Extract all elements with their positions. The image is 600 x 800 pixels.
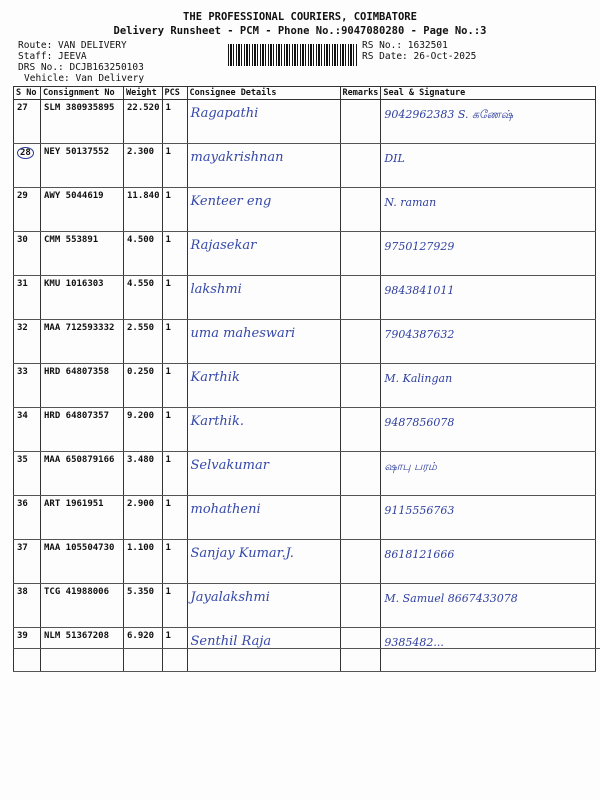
cell-sno-text: 36 xyxy=(17,499,28,509)
cell-weight-text: 2.900 xyxy=(127,499,155,509)
cell-consignment-text: MAA 712593332 xyxy=(44,323,115,333)
cell-signature xyxy=(381,276,596,320)
cell-signature-text: N. raman xyxy=(384,196,437,209)
cell-sno-text: 35 xyxy=(17,455,28,465)
cell-weight-text: 5.350 xyxy=(127,587,155,597)
cell-weight xyxy=(124,584,163,628)
cell-sno xyxy=(14,496,41,540)
cell-consignment-text: KMU 1016303 xyxy=(44,279,104,289)
cell-weight-text: 1.100 xyxy=(127,543,155,553)
cell-consignment-text: MAA 650879166 xyxy=(44,455,115,465)
cell-consignment xyxy=(41,276,124,320)
cell-consignee xyxy=(187,364,340,408)
table-header-row xyxy=(14,87,596,100)
cell-sno xyxy=(14,452,41,496)
cell-weight-text: 11.840 xyxy=(127,191,160,201)
cell-weight xyxy=(124,364,163,408)
cell-signature-text: 9843841011 xyxy=(384,284,455,297)
table-row xyxy=(14,540,596,584)
cell-pcs-text: 1 xyxy=(165,631,171,641)
cell-signature xyxy=(381,232,596,276)
cell-sno-text: 34 xyxy=(17,411,28,421)
cell-weight-text: 22.520 xyxy=(127,103,160,113)
cell-signature xyxy=(381,364,596,408)
cell-signature-text: DIL xyxy=(384,152,405,165)
cell-signature xyxy=(381,628,596,672)
cell-consignee xyxy=(187,628,340,672)
cell-sno xyxy=(14,540,41,584)
cell-sno xyxy=(14,320,41,364)
cell-pcs-text: 1 xyxy=(165,499,171,509)
cell-sno xyxy=(14,408,41,452)
cell-sno-text: 37 xyxy=(17,543,28,553)
cell-sno-text: 33 xyxy=(17,367,28,377)
cell-sno-text: 31 xyxy=(17,279,28,289)
cell-pcs-text: 1 xyxy=(165,279,171,289)
cell-sno xyxy=(14,232,41,276)
cell-consignment xyxy=(41,364,124,408)
cell-signature-text: 9385482... xyxy=(384,636,444,649)
col-consignee: Consignee Details xyxy=(187,87,340,100)
cell-consignment xyxy=(41,452,124,496)
cell-remarks xyxy=(340,628,381,672)
cell-sno-text: 27 xyxy=(17,103,28,113)
col-consignment: Consignment No xyxy=(41,87,124,100)
cell-consignment xyxy=(41,100,124,144)
cell-signature-text: 9115556763 xyxy=(384,504,455,517)
cell-weight xyxy=(124,496,163,540)
document-subtitle: Delivery Runsheet - PCM - Phone No.:9047080280 - Page No.:3 xyxy=(113,25,487,37)
cell-signature xyxy=(381,496,596,540)
cell-weight xyxy=(124,232,163,276)
cell-remarks xyxy=(340,540,381,584)
col-signature: Seal & Signature xyxy=(381,87,596,100)
cell-signature-text: M. Samuel 8667433078 xyxy=(384,592,518,605)
drs-number: DRS No.: DCJB163250103 xyxy=(18,62,144,73)
cell-consignee xyxy=(187,452,340,496)
table-row xyxy=(14,276,596,320)
cell-weight-text: 6.920 xyxy=(127,631,155,641)
cell-signature xyxy=(381,188,596,232)
cell-signature xyxy=(381,100,596,144)
cell-consignee xyxy=(187,276,340,320)
cell-weight-text: 4.550 xyxy=(127,279,155,289)
table-row xyxy=(14,144,596,188)
cell-consignment xyxy=(41,584,124,628)
cell-sno-text: 39 xyxy=(17,631,28,641)
cell-signature-text: ஷாபு பரம் xyxy=(384,460,437,473)
cell-pcs-text: 1 xyxy=(165,411,171,421)
cell-consignee-text: Kenteer eng xyxy=(190,194,272,209)
cell-consignee-text: Senthil Raja xyxy=(190,634,272,649)
cell-pcs-text: 1 xyxy=(165,543,171,553)
cell-signature xyxy=(381,452,596,496)
cell-signature xyxy=(381,584,596,628)
cell-pcs-text: 1 xyxy=(165,103,171,113)
cell-consignment xyxy=(41,496,124,540)
cell-consignee xyxy=(187,100,340,144)
cell-pcs-text: 1 xyxy=(165,587,171,597)
cell-consignment-text: HRD 64807358 xyxy=(44,367,110,377)
cell-signature-text: 9042962383 S. கணேஷ் xyxy=(384,108,514,121)
cell-consignment-text: NEY 50137552 xyxy=(44,147,110,157)
cell-consignee-text: Selvakumar xyxy=(190,458,269,473)
cell-consignment-text: CMM 553891 xyxy=(44,235,99,245)
cell-weight xyxy=(124,144,163,188)
cell-remarks xyxy=(340,452,381,496)
cell-sno xyxy=(14,276,41,320)
cell-consignment xyxy=(41,320,124,364)
cell-consignee xyxy=(187,584,340,628)
cell-consignment xyxy=(41,408,124,452)
cell-remarks xyxy=(340,100,381,144)
cell-consignment-text: TCG 41988006 xyxy=(44,587,110,597)
cell-sno xyxy=(14,584,41,628)
cell-pcs xyxy=(162,584,187,628)
cell-consignment-text: MAA 105504730 xyxy=(44,543,115,553)
cell-consignment xyxy=(41,188,124,232)
cell-pcs-text: 1 xyxy=(165,367,171,377)
cell-consignee xyxy=(187,540,340,584)
cell-sno xyxy=(14,188,41,232)
cell-remarks xyxy=(340,320,381,364)
cell-sno-text: 30 xyxy=(17,235,28,245)
cell-consignment xyxy=(41,628,124,672)
cell-weight xyxy=(124,276,163,320)
barcode xyxy=(228,44,358,66)
cell-weight-text: 2.550 xyxy=(127,323,155,333)
cell-pcs xyxy=(162,144,187,188)
cell-pcs xyxy=(162,364,187,408)
cell-consignment xyxy=(41,540,124,584)
table-row xyxy=(14,320,596,364)
col-pcs: PCS xyxy=(162,87,187,100)
cell-consignee-text: lakshmi xyxy=(190,282,242,297)
cell-signature xyxy=(381,540,596,584)
cell-weight-text: 3.480 xyxy=(127,455,155,465)
cell-consignee xyxy=(187,408,340,452)
cell-pcs-text: 1 xyxy=(165,455,171,465)
cell-consignment-text: AWY 5044619 xyxy=(44,191,104,201)
staff-line: Staff: JEEVA xyxy=(18,51,87,62)
cell-pcs xyxy=(162,628,187,672)
cell-signature xyxy=(381,408,596,452)
cell-pcs xyxy=(162,540,187,584)
cell-consignment xyxy=(41,144,124,188)
cell-consignee-text: mayakrishnan xyxy=(190,150,284,165)
table-row xyxy=(14,496,596,540)
cell-consignee-text: Rajasekar xyxy=(190,238,257,253)
cell-pcs-text: 1 xyxy=(165,147,171,157)
cell-consignee-text: Karthik. xyxy=(190,414,244,429)
cell-consignee xyxy=(187,496,340,540)
cell-consignee-text: Sanjay Kumar.J. xyxy=(190,546,294,561)
cell-weight xyxy=(124,628,163,672)
cell-consignee-text: uma maheswari xyxy=(190,326,296,341)
table-row xyxy=(14,232,596,276)
cell-remarks xyxy=(340,144,381,188)
cell-consignee-text: Karthik xyxy=(190,370,240,385)
cell-pcs xyxy=(162,320,187,364)
cell-sno xyxy=(14,364,41,408)
cell-consignee xyxy=(187,320,340,364)
cell-signature xyxy=(381,144,596,188)
vehicle-line: Vehicle: Van Delivery xyxy=(24,73,145,84)
cell-weight-text: 0.250 xyxy=(127,367,155,377)
table-row xyxy=(14,364,596,408)
cell-consignee-text: Ragapathi xyxy=(190,106,259,121)
cell-pcs xyxy=(162,452,187,496)
table-row xyxy=(14,628,596,672)
cell-pcs-text: 1 xyxy=(165,235,171,245)
document-title: THE PROFESSIONAL COURIERS, COIMBATORE xyxy=(183,11,417,23)
col-sno: S No xyxy=(14,87,41,100)
cell-pcs xyxy=(162,232,187,276)
cell-weight xyxy=(124,408,163,452)
cell-consignment xyxy=(41,232,124,276)
table-row xyxy=(14,100,596,144)
cell-consignment-text: ART 1961951 xyxy=(44,499,104,509)
runsheet-table xyxy=(13,86,596,672)
route-line: Route: VAN DELIVERY xyxy=(18,40,127,51)
cell-remarks xyxy=(340,232,381,276)
cell-remarks xyxy=(340,276,381,320)
col-weight: Weight xyxy=(124,87,163,100)
cell-signature-text: 7904387632 xyxy=(384,328,455,341)
cell-sno-text: 32 xyxy=(17,323,28,333)
cell-pcs-text: 1 xyxy=(165,191,171,201)
cell-sno xyxy=(14,144,41,188)
cell-weight xyxy=(124,540,163,584)
cell-signature-text: 9750127929 xyxy=(384,240,455,253)
cell-consignee xyxy=(187,232,340,276)
cell-sno xyxy=(14,100,41,144)
cell-consignment-text: NLM 51367208 xyxy=(44,631,110,641)
col-remarks: Remarks xyxy=(340,87,381,100)
cell-signature-text: M. Kalingan xyxy=(384,372,453,385)
cell-weight-text: 2.300 xyxy=(127,147,155,157)
table-body xyxy=(14,100,596,672)
cell-signature-text: 9487856078 xyxy=(384,416,455,429)
cell-pcs xyxy=(162,276,187,320)
cell-consignee xyxy=(187,188,340,232)
cell-remarks xyxy=(340,408,381,452)
cell-consignee xyxy=(187,144,340,188)
cell-remarks xyxy=(340,584,381,628)
cell-remarks xyxy=(340,496,381,540)
cell-sno xyxy=(14,628,41,672)
table-row xyxy=(14,188,596,232)
cell-weight xyxy=(124,320,163,364)
cell-weight-text: 9.200 xyxy=(127,411,155,421)
cell-sno-text: 29 xyxy=(17,191,28,201)
cell-pcs-text: 1 xyxy=(165,323,171,333)
rs-date: RS Date: 26-Oct-2025 xyxy=(362,51,477,62)
cell-weight xyxy=(124,452,163,496)
cell-weight xyxy=(124,188,163,232)
cell-pcs xyxy=(162,100,187,144)
cell-consignee-text: mohatheni xyxy=(190,502,261,517)
table-row xyxy=(14,452,596,496)
table-row xyxy=(14,584,596,628)
cell-consignment-text: HRD 64807357 xyxy=(44,411,110,421)
cell-weight xyxy=(124,100,163,144)
cell-pcs xyxy=(162,188,187,232)
cell-pcs xyxy=(162,408,187,452)
cell-pcs xyxy=(162,496,187,540)
cell-signature-text: 8618121666 xyxy=(384,548,455,561)
cell-sno-text: 28 xyxy=(17,147,34,159)
rs-number: RS No.: 1632501 xyxy=(362,40,448,51)
cell-consignee-text: Jayalakshmi xyxy=(190,590,270,605)
cell-remarks xyxy=(340,364,381,408)
cell-sno-text: 38 xyxy=(17,587,28,597)
table-bottom-rule xyxy=(13,648,600,649)
cell-signature xyxy=(381,320,596,364)
table-row xyxy=(14,408,596,452)
cell-remarks xyxy=(340,188,381,232)
cell-weight-text: 4.500 xyxy=(127,235,155,245)
cell-consignment-text: SLM 380935895 xyxy=(44,103,115,113)
